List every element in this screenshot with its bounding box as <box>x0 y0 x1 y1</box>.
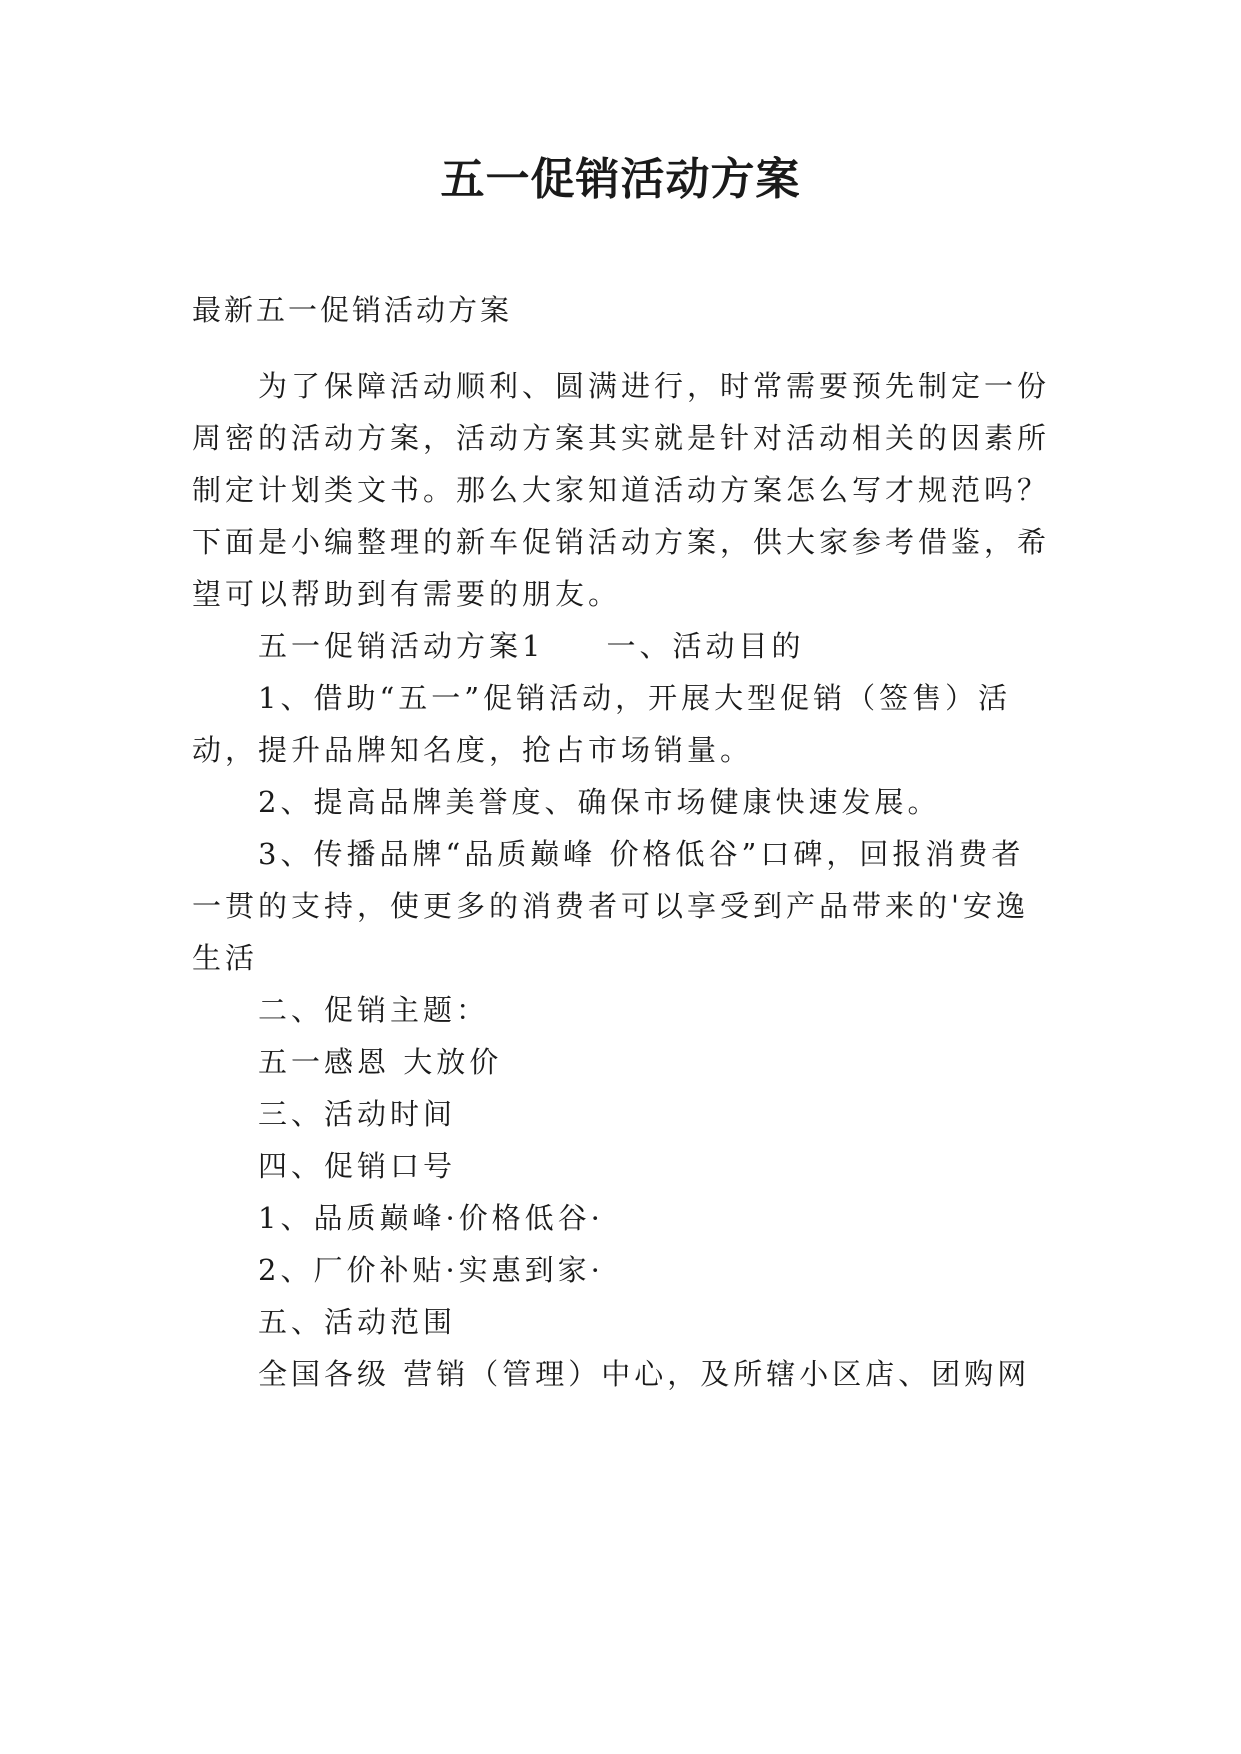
intro-line: 制定计划类文书。那么大家知道活动方案怎么写才规范吗？ <box>192 473 1051 507</box>
document-title: 五一促销活动方案 <box>440 154 801 205</box>
slogan-line: 2、厂价补贴·实惠到家· <box>258 1253 604 1287</box>
purpose-line: 2、提高品牌美誉度、确保市场健康快速发展。 <box>258 785 941 819</box>
purpose-line: 生活 <box>192 941 259 975</box>
purpose-line: 动，提升品牌知名度，抢占市场销量。 <box>192 733 754 767</box>
purpose-line: 1、借助“五一”促销活动，开展大型促销（签售）活 <box>258 681 1012 715</box>
intro-line: 为了保障活动顺利、圆满进行，时常需要预先制定一份 <box>258 369 1051 403</box>
purpose-line: 3、传播品牌“品质巅峰 价格低谷”口碑，回报消费者 <box>258 837 1025 871</box>
section-heading: 二、促销主题： <box>258 993 490 1027</box>
purpose-line: 一贯的支持，使更多的消费者可以享受到产品带来的'安逸 <box>192 889 1029 923</box>
section-heading: 一、活动目的 <box>606 629 805 663</box>
intro-line: 望可以帮助到有需要的朋友。 <box>192 577 622 611</box>
plan-heading-line <box>258 626 804 666</box>
document-subtitle: 最新五一促销活动方案 <box>192 293 513 327</box>
section-heading: 三、活动时间 <box>258 1097 457 1131</box>
intro-line: 周密的活动方案，活动方案其实就是针对活动相关的因素所 <box>192 421 1051 455</box>
slogan-line: 1、品质巅峰·价格低谷· <box>258 1201 604 1235</box>
intro-line: 下面是小编整理的新车促销活动方案，供大家参考借鉴，希 <box>192 525 1051 559</box>
section-heading: 五、活动范围 <box>258 1305 457 1339</box>
section-heading: 四、促销口号 <box>258 1149 457 1183</box>
promo-theme: 五一感恩 大放价 <box>258 1045 503 1079</box>
plan-heading: 五一促销活动方案1 <box>258 629 545 663</box>
scope-line: 全国各级 营销（管理）中心，及所辖小区店、团购网 <box>258 1357 1031 1391</box>
